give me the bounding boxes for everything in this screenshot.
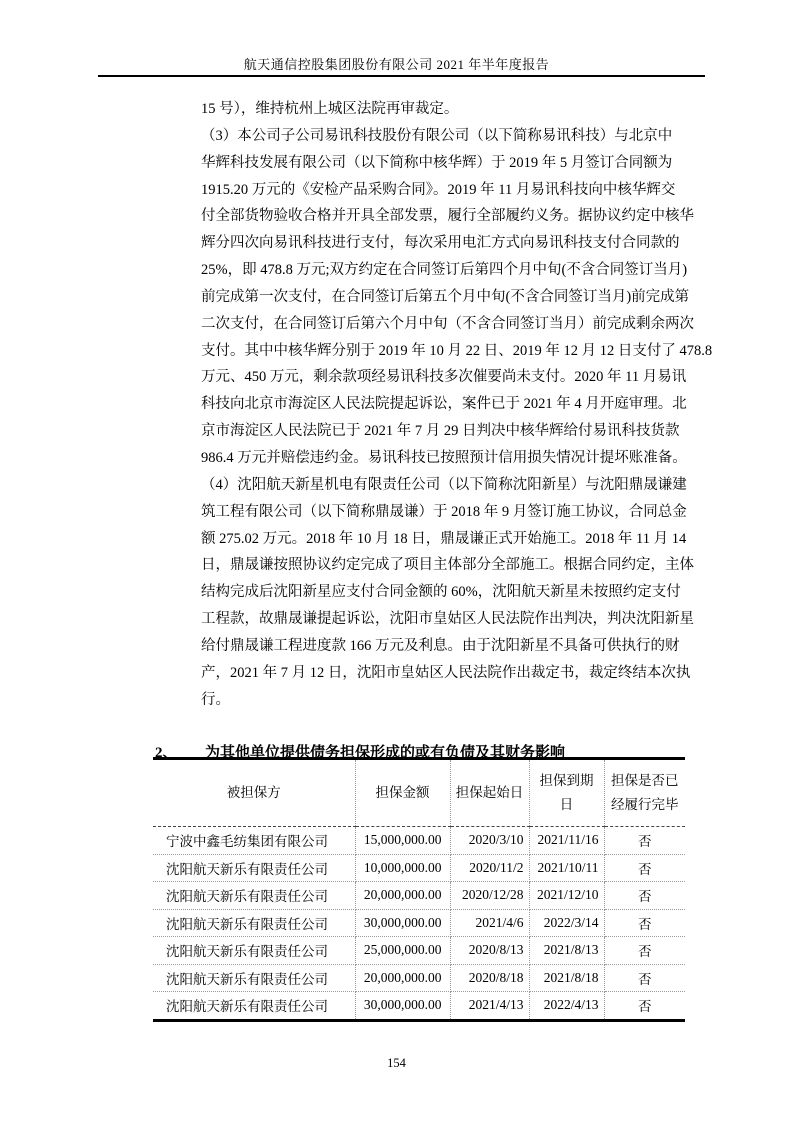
body-line: 行。 xyxy=(201,691,230,708)
table-cell: 2021/4/6 xyxy=(450,909,529,937)
table-cell: 否 xyxy=(604,854,685,882)
body-line: 京市海淀区人民法院已于 2021 年 7 月 29 日判决中核华辉给付易讯科技货款 xyxy=(201,423,680,440)
body-line: 工程款，故鼎晟谦提起诉讼，沈阳市皇姑区人民法院作出判决，判决沈阳新星 xyxy=(201,611,694,628)
header-divider xyxy=(98,75,705,77)
page-number: 154 xyxy=(387,1056,406,1070)
body-line: （3）本公司子公司易讯科技股份有限公司（以下简称易讯科技）与北京中 xyxy=(201,127,673,144)
table-cell: 2020/8/18 xyxy=(450,964,529,992)
table-cell: 沈阳航天新乐有限责任公司 xyxy=(153,992,355,1021)
guarantee-table xyxy=(153,757,685,1022)
table-cell: 2020/3/10 xyxy=(450,827,529,855)
body-line: 15 号），维持杭州上城区法院再审裁定。 xyxy=(201,101,459,117)
body-line: 付全部货物验收合格并开具全部发票，履行全部履约义务。据协议约定中核华 xyxy=(201,208,694,225)
body-line: 前完成第一次支付，在合同签订后第五个月中旬(不含合同签订当月)前完成第 xyxy=(201,288,690,305)
body-line: 辉分四次向易讯科技进行支付，每次采用电汇方式向易讯科技支付合同款的 xyxy=(201,235,680,252)
column-header: 担保到期日 xyxy=(529,759,604,827)
body-line: 华辉科技发展有限公司（以下简称中核华辉）于 2019 年 5 月签订合同额为 xyxy=(201,154,673,171)
table-cell: 2021/4/13 xyxy=(450,992,529,1021)
body-line: 二次支付，在合同签订后第六个月中旬（不含合同签订当月）前完成剩余两次 xyxy=(201,315,694,332)
table-cell: 2020/11/2 xyxy=(450,854,529,882)
column-header: 担保起始日 xyxy=(450,759,529,827)
table-cell: 否 xyxy=(604,909,685,937)
section-title: 为其他单位提供债务担保形成的或有负债及其财务影响 xyxy=(205,745,566,761)
table-cell: 30,000,000.00 xyxy=(355,992,450,1021)
body-line: 筑工程有限公司（以下简称鼎晟谦）于 2018 年 9 月签订施工协议，合同总金 xyxy=(201,503,687,520)
table-row xyxy=(153,882,685,910)
table-cell: 否 xyxy=(604,964,685,992)
table-row xyxy=(153,909,685,937)
table-cell: 沈阳航天新乐有限责任公司 xyxy=(153,882,355,910)
table-row xyxy=(153,964,685,992)
table-cell: 否 xyxy=(604,937,685,965)
table-header-row xyxy=(153,759,685,827)
column-header: 担保是否已经履行完毕 xyxy=(604,759,685,827)
section-number: 2、 xyxy=(155,745,178,761)
table-cell: 否 xyxy=(604,827,685,855)
report-header-title: 航天通信控股集团股份有限公司 2021 年半年度报告 xyxy=(243,57,550,72)
table-cell: 20,000,000.00 xyxy=(355,882,450,910)
body-line: 25%，即 478.8 万元;双方约定在合同签订后第四个月中旬(不含合同签订当月) xyxy=(201,262,688,279)
body-line: 日，鼎晟谦按照协议约定完成了项目主体部分全部施工。根据合同约定，主体 xyxy=(201,557,694,574)
body-line: （4）沈阳航天新星机电有限责任公司（以下简称沈阳新星）与沈阳鼎晟谦建 xyxy=(201,476,687,493)
body-line: 支付。其中中核华辉分别于 2019 年 10 月 22 日、2019 年 12 月 12 日支付了 478.8 xyxy=(201,342,713,359)
body-text xyxy=(201,96,713,713)
guarantee-table-body xyxy=(153,827,685,1021)
table-cell: 沈阳航天新乐有限责任公司 xyxy=(153,854,355,882)
body-line: 结构完成后沈阳新星应支付合同金额的 60%，沈阳航天新星未按照约定支付 xyxy=(201,584,681,601)
table-cell: 2021/12/10 xyxy=(529,882,604,910)
body-line: 万元、450 万元，剩余款项经易讯科技多次催要尚未支付。2020 年 11 月易讯 xyxy=(201,369,687,386)
table-row xyxy=(153,827,685,855)
table-cell: 2022/3/14 xyxy=(529,909,604,937)
body-line: 产，2021 年 7 月 12 日，沈阳市皇姑区人民法院作出裁定书，裁定终结本次执 xyxy=(201,664,691,681)
column-header: 担保金额 xyxy=(355,759,450,827)
table-cell: 否 xyxy=(604,882,685,910)
table-cell: 2020/12/28 xyxy=(450,882,529,910)
table-cell: 宁波中鑫毛纺集团有限公司 xyxy=(153,827,355,855)
table-cell: 沈阳航天新乐有限责任公司 xyxy=(153,937,355,965)
table-row xyxy=(153,992,685,1021)
column-header: 被担保方 xyxy=(153,759,355,827)
table-cell: 2021/8/13 xyxy=(529,937,604,965)
body-line: 科技向北京市海淀区人民法院提起诉讼，案件已于 2021 年 4 月开庭审理。北 xyxy=(201,396,687,413)
table-cell: 2020/8/13 xyxy=(450,937,529,965)
table-cell: 30,000,000.00 xyxy=(355,909,450,937)
table-cell: 2021/10/11 xyxy=(529,854,604,882)
table-cell: 10,000,000.00 xyxy=(355,854,450,882)
table-cell: 25,000,000.00 xyxy=(355,937,450,965)
table-row xyxy=(153,937,685,965)
table-cell: 2022/4/13 xyxy=(529,992,604,1021)
table-cell: 2021/8/18 xyxy=(529,964,604,992)
table-cell: 沈阳航天新乐有限责任公司 xyxy=(153,909,355,937)
body-line: 986.4 万元并赔偿违约金。易讯科技已按照预计信用损失情况计提坏账准备。 xyxy=(201,449,687,466)
body-line: 1915.20 万元的《安检产品采购合同》。2019 年 11 月易讯科技向中核华辉交 xyxy=(201,181,676,198)
table-cell: 20,000,000.00 xyxy=(355,964,450,992)
body-line: 给付鼎晟谦工程进度款 166 万元及利息。由于沈阳新星不具备可供执行的财 xyxy=(201,637,680,654)
guarantee-table-header xyxy=(153,759,685,827)
table-cell: 否 xyxy=(638,999,652,1015)
table-row xyxy=(153,854,685,882)
table-cell: 2021/11/16 xyxy=(529,827,604,855)
body-line: 额 275.02 万元。2018 年 10 月 18 日，鼎晟谦正式开始施工。2018 年 11 月 14 xyxy=(201,530,687,547)
table-cell: 沈阳航天新乐有限责任公司 xyxy=(153,964,355,992)
table-cell: 15,000,000.00 xyxy=(355,827,450,855)
